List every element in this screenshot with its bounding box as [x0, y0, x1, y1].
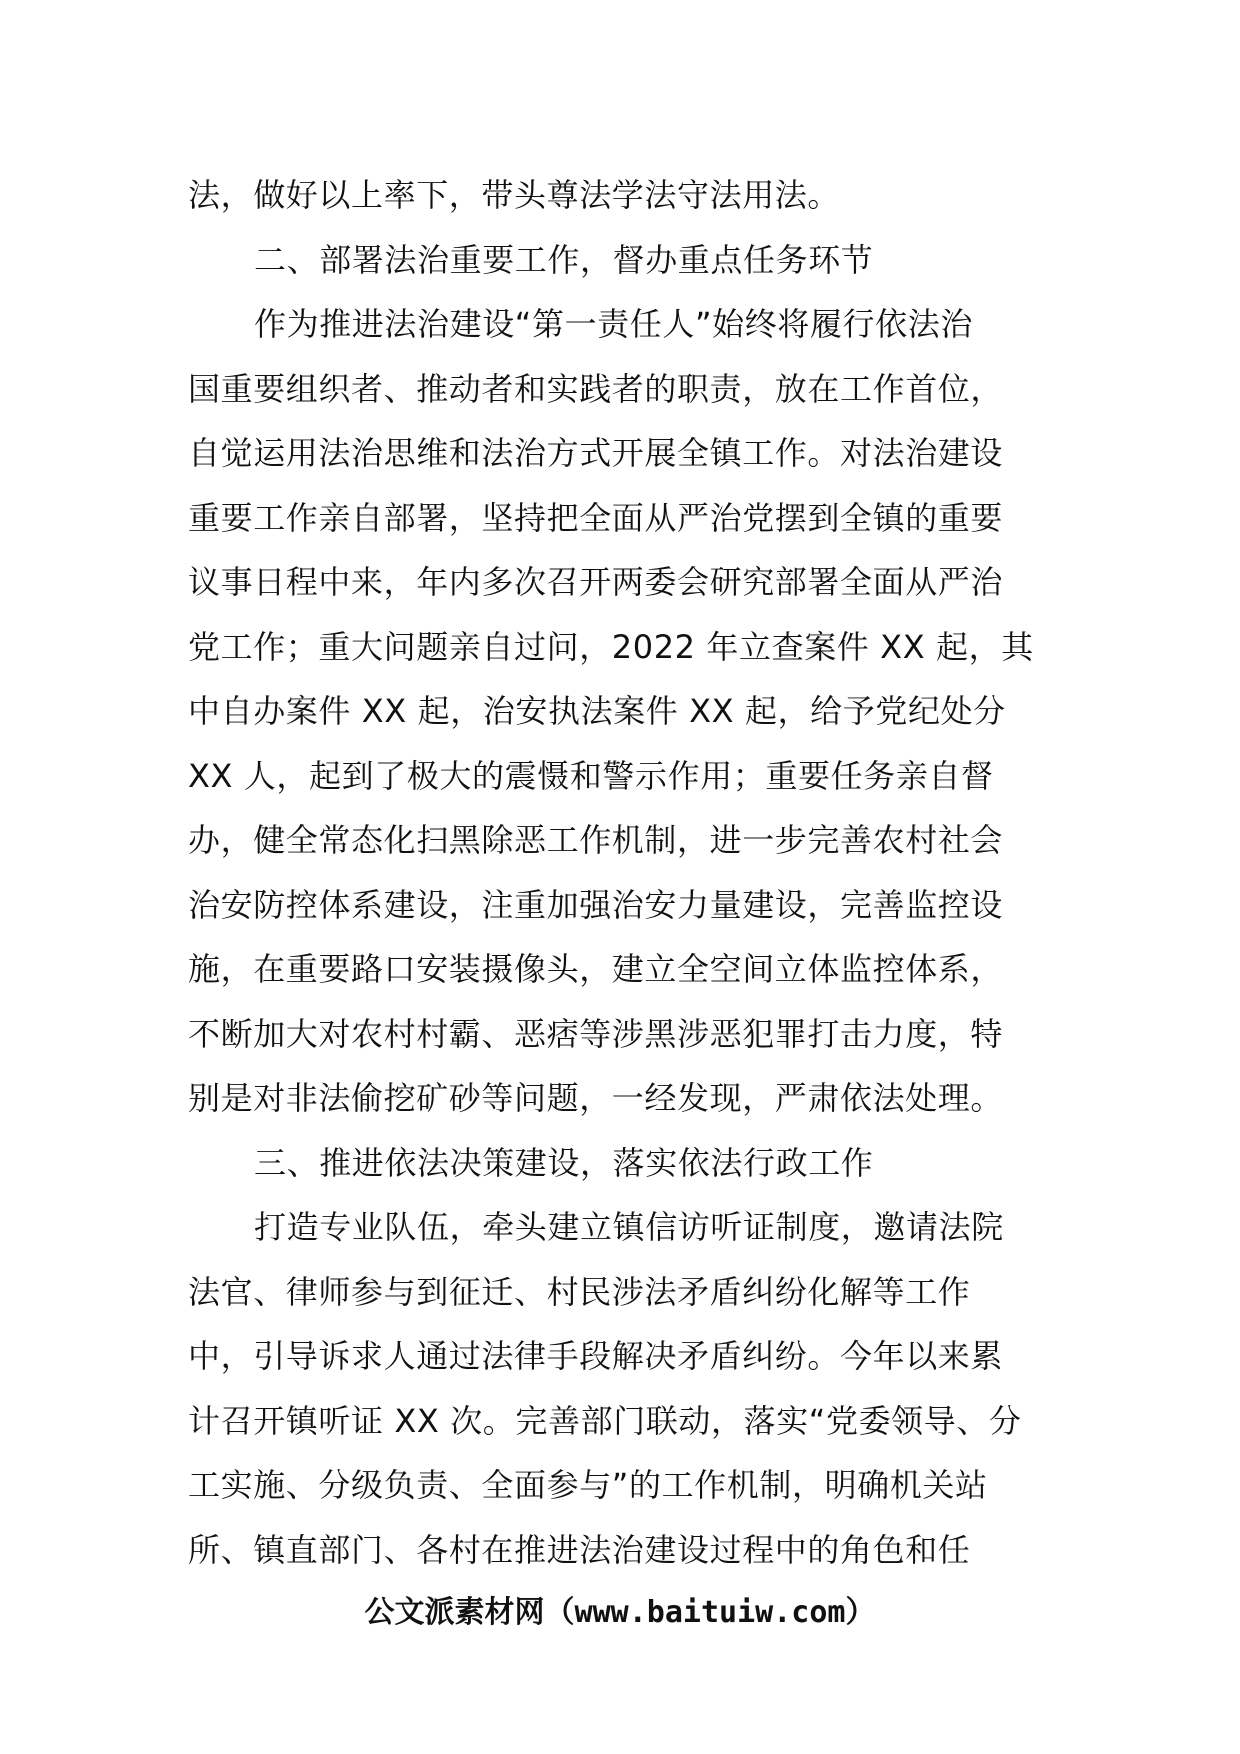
- text-line: 不断加大对农村村霸、恶痞等涉黑涉恶犯罪打击力度，特: [188, 1014, 1004, 1053]
- text-line: 中自办案件 XX 起，治安执法案件 XX 起，给予党纪处分: [188, 692, 1006, 730]
- text-line: XX 人，起到了极大的震慑和警示作用；重要任务亲自督: [188, 756, 994, 795]
- text-line: 中，引导诉求人通过法律手段解决矛盾纠纷。今年以来累: [188, 1337, 1004, 1375]
- text-line: 计召开镇听证 XX 次。完善部门联动，落实“党委领导、分: [188, 1401, 1022, 1440]
- text-line: 打造专业队伍，牵头建立镇信访听证制度，邀请法院: [254, 1208, 1004, 1246]
- text-line: 别是对非法偷挖矿砂等问题，一经发现，严肃依法处理。: [188, 1079, 1004, 1117]
- text-line: 施，在重要路口安装摄像头，建立全空间立体监控体系，: [188, 950, 1004, 988]
- section-heading: 二、部署法治重要工作，督办重点任务环节: [254, 240, 874, 279]
- text-line: 重要工作亲自部署，坚持把全面从严治党摆到全镇的重要: [188, 498, 1004, 537]
- footer-site-name: 公文派素材网: [364, 1595, 545, 1630]
- text-line: 治安防控体系建设，注重加强治安力量建设，完善监控设: [188, 885, 1004, 924]
- text-line: 国重要组织者、推动者和实践者的职责，放在工作首位，: [188, 369, 1004, 408]
- text-line: 作为推进法治建设“第一责任人”始终将履行依法治: [254, 305, 973, 343]
- section-heading: 三、推进依法决策建设，落实依法行政工作: [254, 1143, 874, 1182]
- text-line: 法，做好以上率下，带头尊法学法守法用法。: [188, 176, 841, 214]
- text-line: 党工作；重大问题亲自过问，2022 年立查案件 XX 起，其: [188, 627, 1034, 666]
- text-line: 工实施、分级负责、全面参与”的工作机制，明确机关站: [188, 1466, 988, 1504]
- text-line: 议事日程中来，年内多次召开两委会研究部署全面从严治: [188, 563, 1004, 601]
- footer-url[interactable]: （www.baituiw.com）: [544, 1595, 876, 1630]
- text-line: 法官、律师参与到征迁、村民涉法矛盾纠纷化解等工作: [188, 1272, 971, 1311]
- text-line: 所、镇直部门、各村在推进法治建设过程中的角色和任: [188, 1530, 971, 1569]
- text-line: 办，健全常态化扫黑除恶工作机制，进一步完善农村社会: [188, 821, 1004, 859]
- text-line: 自觉运用法治思维和法治方式开展全镇工作。对法治建设: [188, 434, 1004, 472]
- document-body: [188, 163, 1064, 1582]
- page-footer: [0, 1593, 1240, 1633]
